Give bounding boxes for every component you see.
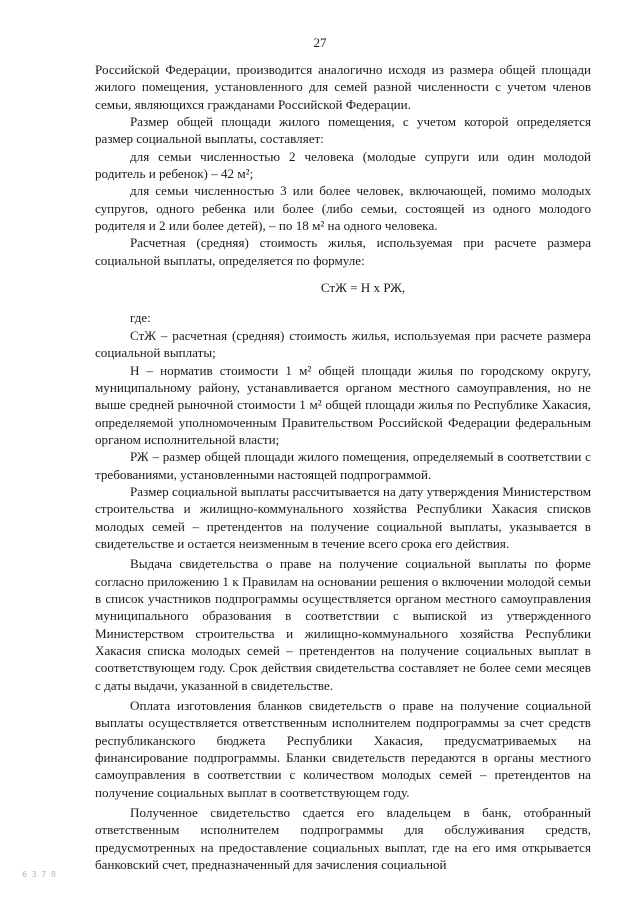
paragraph: Полученное свидетельство сдается его владельцем в банк, отобранный ответственным исполнителем подпрограммы для обслуживания средств, предусмотренных на предоставление социальных выплат, где на его имя открывается банковский счет, предназначенный для зачисления социальной	[95, 805, 591, 873]
paragraph: Российской Федерации, производится аналогично исходя из размера общей площади жилого помещения, установленного для семей разной численности с учетом членов семьи, являющихся гражданами Российской Федерации.	[95, 62, 591, 112]
formula: СтЖ = Н х РЖ,	[320, 280, 406, 296]
paragraph: Размер социальной выплаты рассчитывается на дату утверждения Министерством строительства и жилищно-коммунального хозяйства Республики Хакасия списков молодых семей – претендентов на получение социальной выплаты, указывается в свидетельстве и остается неизменным в течение всего срока его действия.	[95, 483, 591, 551]
paragraph: Расчетная (средняя) стоимость жилья, используемая при расчете размера социальной выплаты, определяется по формуле:	[95, 235, 591, 268]
paragraph: Размер общей площади жилого помещения, с учетом которой определяется размер социальной выплаты, составляет:	[95, 114, 591, 147]
paragraph: СтЖ – расчетная (средняя) стоимость жилья, используемая при расчете размера социальной выплаты;	[95, 327, 591, 361]
paragraph: Выдача свидетельства о праве на получение социальной выплаты по форме согласно приложению 1 к Правилам на основании решения о включении молодой семьи в список участников подпрограммы осуществляется органом местного самоуправления муниципального образования в соответствии с выпиской из утвержденного Министерством строительства и жилищно-коммунального хозяйства Республики Хакасия списка молодых семей – претендентов на получение социальных выплат в соответствующем году. Срок действия свидетельства составляет не более семи месяцев с даты выдачи, указанной в свидетельстве.	[95, 556, 591, 693]
paragraph: для семьи численностью 3 или более человек, включающей, помимо молодых супругов, одного ребенка или более (либо семьи, состоящей из одного молодого родителя и 2 или более детей), – по 18 м² на одного человека.	[95, 183, 591, 234]
paragraph: Н – норматив стоимости 1 м² общей площади жилья по городскому округу, муниципальному району, устанавливается органом местного самоуправления, но не выше средней рыночной стоимости 1 м² общей площади жилья по Республике Хакасия, определяемой уполномоченным Правительством Российской Федерации федеральным органом исполнительной власти;	[95, 362, 591, 447]
scan-corner-mark: 6 3 7 8	[22, 870, 57, 879]
page-number: 27	[313, 35, 327, 50]
formula-where-label: где:	[130, 310, 151, 326]
paragraph: РЖ – размер общей площади жилого помещения, определяемый в соответствии с требованиями, установленными настоящей подпрограммой.	[95, 449, 591, 482]
paragraph: Оплата изготовления бланков свидетельств о праве на получение социальной выплаты осуществляется ответственным исполнителем подпрограммы за счет средств республиканского бюджета Республики Хакасия, предусматриваемых на финансирование подпрограммы. Бланки свидетельств передаются в органы местного самоуправления в соответствии с количеством молодых семей – претендентов на получение социальных выплат в соответствующем году.	[95, 698, 591, 800]
document-body	[95, 61, 591, 873]
paragraph: для семьи численностью 2 человека (молодые супруги или один молодой родитель и ребенок) – 42 м²;	[95, 148, 591, 182]
